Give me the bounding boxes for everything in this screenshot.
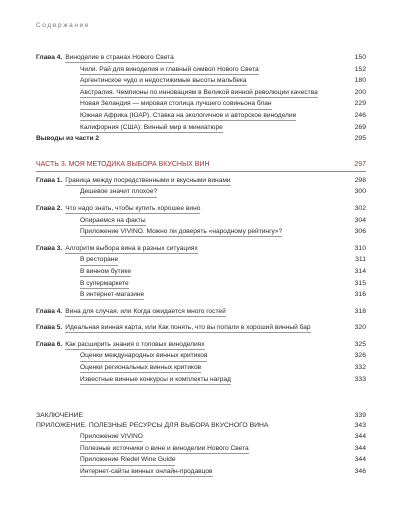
toc-part-heading[interactable] (36, 159, 366, 172)
toc-subsection[interactable] (36, 254, 366, 266)
page-number: 325 (354, 340, 366, 348)
part-title: ЧАСТЬ 3. МОЯ МЕТОДИКА ВЫБОРА ВКУСНЫХ ВИН (36, 160, 210, 168)
page-number: 306 (354, 228, 366, 236)
subsection-title: Оценки международных винных критиков (80, 351, 207, 361)
chapter-label: Глава 2. (36, 204, 63, 212)
conclusions-title: Выводы из части 2 (36, 135, 100, 143)
toc-subsection[interactable] (36, 443, 366, 455)
toc-subsection[interactable] (36, 226, 366, 238)
subsection-title: Известные винные конкурсы и комплекты наград (80, 375, 231, 385)
chapter-label: Глава 3. (36, 244, 63, 252)
subsection-title: В супермаркете (80, 279, 129, 289)
chapter-label: Глава 6. (36, 340, 63, 348)
page-number: 298 (354, 176, 366, 184)
subsection-title: Полезные источники о вине и виноделии Нового Света (80, 444, 249, 454)
page-number: 295 (354, 135, 366, 143)
chapter-label: Глава 4. (36, 307, 63, 315)
toc-subsection[interactable] (36, 75, 366, 87)
toc-subsection[interactable] (36, 215, 366, 227)
page-number: 326 (354, 352, 366, 360)
page-number: 200 (354, 88, 366, 96)
toc-appendix[interactable] (36, 421, 366, 431)
toc-conclusions-part2[interactable] (36, 133, 366, 145)
page-number: 297 (354, 160, 366, 168)
chapter-title: Граница между посредственными и вкусными винами (65, 176, 230, 186)
page-number: 314 (354, 267, 366, 275)
toc-subsection[interactable] (36, 266, 366, 278)
toc-subsection[interactable] (36, 374, 366, 386)
toc-chapter[interactable] (36, 322, 366, 334)
page-number: 332 (354, 364, 366, 372)
subsection-title: Аргентинское чудо и недостижимые высоты мальбека (80, 76, 247, 86)
subsection-title: Австралия. Чемпионы по инновациям в Великой винной революции качества (80, 88, 318, 98)
subsection-title: Новая Зеландия — мировая столица лучшего совиньона блан (80, 99, 272, 109)
toc-chapter[interactable] (36, 339, 366, 351)
subsection-title: Приложение Riedel Wine Guide (80, 455, 175, 465)
toc-subsection[interactable] (36, 98, 366, 110)
toc-subsection[interactable] (36, 278, 366, 290)
page-number: 302 (354, 204, 366, 212)
page-number: 315 (354, 279, 366, 287)
toc-subsection[interactable] (36, 110, 366, 122)
page-number: 316 (354, 291, 366, 299)
chapter-title: Алгоритм выбора вина в разных ситуациях (65, 244, 198, 254)
page-number: 269 (354, 123, 366, 131)
page-number: 333 (354, 375, 366, 383)
page-number: 318 (354, 307, 366, 315)
running-head: Содержание (36, 22, 90, 29)
toc-subsection[interactable] (36, 362, 366, 374)
toc-chapter[interactable] (36, 203, 366, 215)
page-number: 339 (354, 412, 366, 420)
page-number: 344 (354, 433, 366, 441)
toc-subsection[interactable] (36, 466, 366, 478)
subsection-title: Южная Африка (ЮАР). Ставка на экологичное и авторское виноделие (80, 111, 296, 121)
toc-subsection[interactable] (36, 122, 366, 134)
toc-chapter[interactable] (36, 306, 366, 318)
subsection-title: В винном бутике (80, 267, 131, 277)
page-number: 310 (354, 244, 366, 252)
chapter-title: Вина для случая, или Когда ожидается много гостей (65, 307, 226, 317)
toc-subsection[interactable] (36, 350, 366, 362)
subsection-title: Оценки региональных винных критиков (80, 363, 201, 373)
subsection-title: В интернет-магазине (80, 290, 144, 300)
toc-subsection[interactable] (36, 431, 366, 443)
appendix-title: ПРИЛОЖЕНИЕ. ПОЛЕЗНЫЕ РЕСУРСЫ ДЛЯ ВЫБОРА ВКУСНОГО ВИНА (36, 422, 269, 430)
chapter-title: Как расширить знания о топовых виноделиях (65, 340, 204, 350)
page-number: 152 (354, 65, 366, 73)
page-number: 346 (354, 468, 366, 476)
subsection-title: Интернет-сайты винных онлайн-продавцов (80, 467, 213, 477)
toc-subsection[interactable] (36, 289, 366, 301)
table-of-contents (36, 52, 366, 478)
page-number: 246 (354, 111, 366, 119)
subsection-title: Опираемся на факты (80, 216, 146, 226)
toc-subsection[interactable] (36, 64, 366, 76)
page-number: 150 (354, 54, 366, 61)
chapter-title: Виноделие в странах Нового Света (65, 53, 174, 63)
chapter-title: Идеальная винная карта, или Как понять, что вы попали в хороший винный бар (65, 323, 310, 333)
chapter-title: Что надо знать, чтобы купить хорошее вино (65, 204, 200, 214)
subsection-title: Приложение VIVINO. Можно ли доверять «народному рейтингу»? (80, 227, 282, 237)
toc-subsection[interactable] (36, 87, 366, 99)
page-number: 300 (354, 188, 366, 196)
chapter-label: Глава 4. (36, 54, 63, 61)
toc-chapter[interactable] (36, 52, 366, 64)
page-number: 311 (355, 256, 366, 264)
page-number: 344 (354, 456, 366, 464)
toc-chapter[interactable] (36, 175, 366, 187)
subsection-title: Дешевое значит плохое? (80, 187, 157, 197)
toc-chapter[interactable] (36, 243, 366, 255)
chapter-label: Глава 5. (36, 324, 63, 332)
chapter-label: Глава 1. (36, 176, 63, 184)
toc-subsection[interactable] (36, 186, 366, 198)
page-number: 180 (354, 77, 366, 85)
page-number: 343 (354, 422, 366, 430)
subsection-title: В ресторане (80, 255, 118, 265)
toc-subsection[interactable] (36, 454, 366, 466)
page-number: 304 (354, 216, 366, 224)
subsection-title: Приложение VIVINO (80, 432, 143, 442)
subsection-title: Чили. Рай для виноделия и главный символ Нового Света (80, 65, 259, 75)
page-number: 229 (354, 100, 366, 108)
subsection-title: Калифорния (США): Винный мир в миниатюре (80, 123, 223, 133)
conclusion-title: ЗАКЛЮЧЕНИЕ (36, 412, 84, 420)
page-number: 320 (354, 324, 366, 332)
page-number: 344 (354, 444, 366, 452)
toc-conclusion[interactable] (36, 411, 366, 421)
